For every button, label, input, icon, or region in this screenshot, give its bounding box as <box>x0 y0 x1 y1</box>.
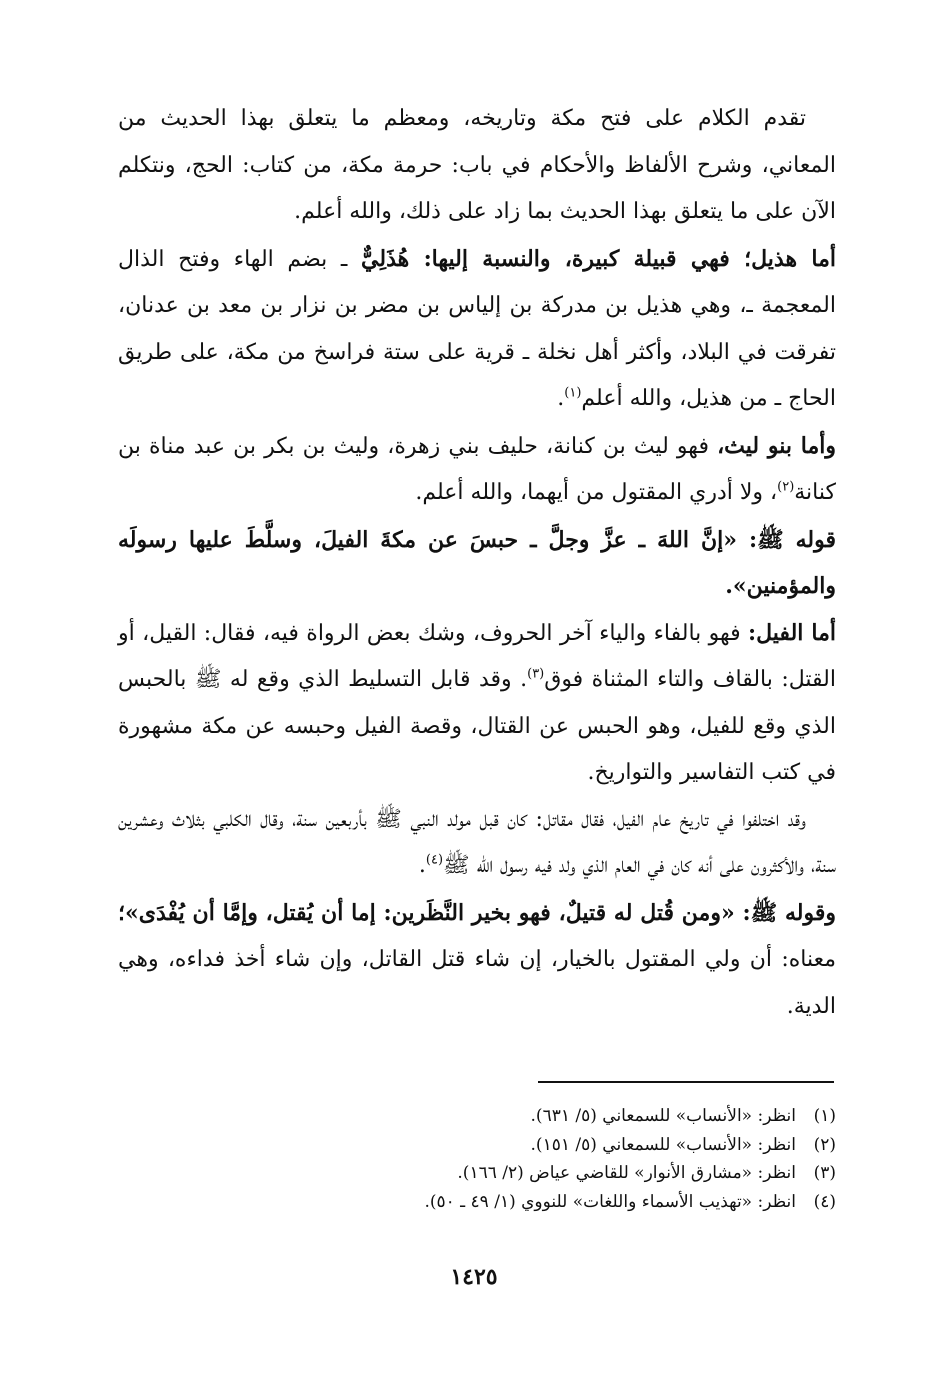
hudhayl-heading: أما هذيل؛ فهي قبيلة كبيرة، والنسبة إليها: هُذَلِيٌّ <box>361 245 836 272</box>
footnote-4 <box>118 1188 836 1217</box>
hudhayl-text: ـ بضم الهاء وفتح الذال المعجمة ـ، وهي هذيل بن مدركة بن إلياس بن مضر بن نزار بن معد بن عدنان، تفرقت في البلاد، وأكثر أهل نخلة ـ قرية على ستة فراسخ من مكة، على طريق الحاج ـ من هذيل، والله أعلم <box>118 246 836 411</box>
banu-layth-text: فهو ليث بن كنانة، حليف بني زهرة، وليث بن بكر بن عبد مناة بن كنانة <box>118 433 836 505</box>
footnote-1 <box>118 1102 836 1131</box>
footnote-text: انظر: «تهذيب الأسماء واللغات» للنووي (١/ ٤٩ ـ ٥٠). <box>424 1191 796 1212</box>
footnote-text: انظر: «مشارق الأنوار» للقاضي عياض (٢/ ١٦٦). <box>457 1163 796 1183</box>
paragraph-elephant <box>118 610 836 797</box>
footnote-number: (٤) <box>813 1191 836 1212</box>
banu-layth-heading: وأما بنو ليث، <box>717 432 836 459</box>
year-of-elephant-end: . <box>418 853 426 878</box>
footnote-text: انظر: «الأنساب» للسمعاني (٥/ ١٥١). <box>530 1134 796 1155</box>
footnote-2 <box>118 1131 836 1160</box>
elephant-end: . وقد قابل التسليط الذي وقع له ﷺ بالحبس الذي وقع للفيل، وهو الحبس عن القتال، وقصة الفيل وحبسه عن مكة مشهورة في كتب التفاسير والتواريخ. <box>118 667 836 785</box>
paragraph-blood-money <box>118 890 836 1031</box>
blood-money-text: معناه: أن ولي المقتول بالخيار، إن شاء قتل القاتل، وإن شاء أخذ فداءه، وهي الدية. <box>118 947 836 1019</box>
footnote-divider <box>538 1081 834 1083</box>
elephant-heading: أما الفيل: <box>748 619 836 646</box>
footnote-text: انظر: «الأنساب» للسمعاني (٥/ ٦٣١). <box>530 1106 796 1126</box>
hudhayl-end: . <box>557 386 565 411</box>
paragraph-1: تقدم الكلام على فتح مكة وتاريخه، ومعظم ما يتعلق بهذا الحديث من المعاني، وشرح الألفاظ والأحكام في باب: حرمة مكة، من كتاب: الحج، ونتكلم الآن على ما يتعلق بهذا الحديث بما زاد على ذلك، والله أعلم. <box>118 106 836 224</box>
main-text <box>118 96 836 1030</box>
footnote-number: (٣) <box>813 1163 836 1183</box>
paragraph-year-of-elephant <box>118 797 836 890</box>
year-of-elephant-text: وقد اختلفوا في تاريخ عام الفيل، فقال مقاتل: كان قبل مولد النبي ﷺ بأربعين سنة، وقال الكلبي بثلاث وعشرين سنة، والأكثرون على أنه كان في العام الذي ولد فيه رسول الله ﷺ <box>118 806 836 878</box>
banu-layth-end: ، ولا أدري المقتول من أيهما، والله أعلم. <box>415 480 778 505</box>
footnotes <box>118 1102 836 1216</box>
footnote-ref-3[interactable]: (٣) <box>527 666 545 682</box>
footnote-3 <box>118 1159 836 1188</box>
footnote-number: (١) <box>813 1106 836 1126</box>
blood-money-heading: وقوله ﷺ: «ومن قُتل له قتيلٌ، فهو بخير النَّظَرين: إما أن يُقتل، وإمَّا أن يُفْدَى»؛ <box>118 899 836 926</box>
paragraph-banu-layth <box>118 423 836 517</box>
footnote-ref-1[interactable]: (١) <box>564 385 582 401</box>
elephant-text: فهو بالفاء والياء آخر الحروف، وشك بعض الرواة فيه، فقال: القيل، أو القتل: بالقاف والتاء المثناة فوق <box>118 620 836 692</box>
paragraph-hudhayl <box>118 236 836 423</box>
footnote-ref-4[interactable]: (٤) <box>425 852 444 868</box>
footnote-number: (٢) <box>813 1134 836 1155</box>
paragraph-hadith-quote: قوله ﷺ: «إنَّ اللهَ ـ عزَّ وجلَّ ـ حبسَ عن مكةَ الفيلَ، وسلَّطَ عليها رسولَه والمؤمنين». <box>118 526 836 599</box>
page-number: ١٤٢٥ <box>450 1264 498 1290</box>
footnote-ref-2[interactable]: (٢) <box>777 479 795 495</box>
